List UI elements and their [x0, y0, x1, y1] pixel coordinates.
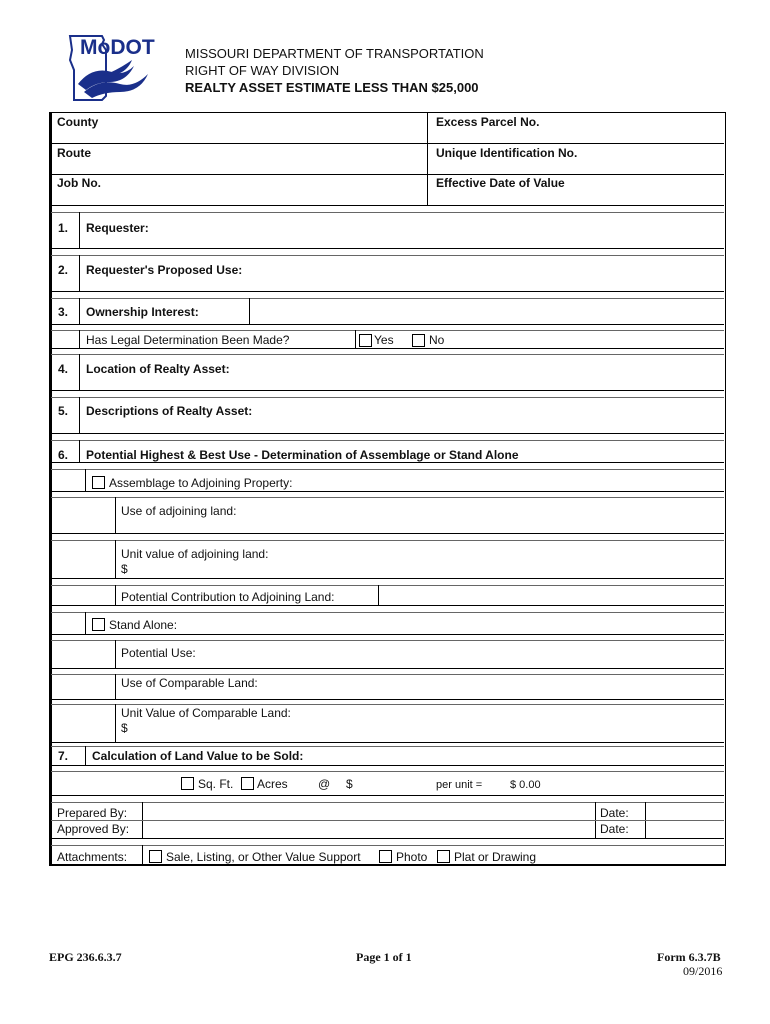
excess-parcel-label: Excess Parcel No.	[436, 115, 540, 129]
county-label: County	[57, 115, 99, 129]
attachments-divider	[142, 845, 143, 864]
no-label: No	[429, 333, 445, 347]
per-unit-label: per unit =	[436, 779, 483, 791]
indent-divider	[115, 704, 116, 742]
row-divider	[51, 795, 724, 796]
location-label: Location of Realty Asset:	[86, 362, 230, 376]
plat-drawing-checkbox[interactable]	[437, 850, 450, 863]
num-col-divider	[79, 440, 80, 462]
footer-revision-date: 09/2016	[683, 964, 723, 978]
division-name: RIGHT OF WAY DIVISION	[185, 63, 340, 78]
unique-id-label: Unique Identification No.	[436, 146, 578, 160]
photo-label: Photo	[396, 850, 428, 864]
top-fields-divider	[427, 112, 428, 206]
row-divider	[51, 802, 724, 803]
stand-alone-label: Stand Alone:	[109, 618, 178, 632]
num-col-divider	[79, 354, 80, 390]
unit-value-adjoining-label: Unit value of adjoining land:	[121, 547, 269, 561]
acres-checkbox[interactable]	[241, 777, 254, 790]
indent-divider	[115, 674, 116, 699]
row-divider	[51, 674, 724, 675]
row-divider	[51, 255, 724, 256]
row-divider	[51, 765, 724, 766]
row-divider	[51, 497, 724, 498]
row-divider	[51, 820, 724, 821]
assemblage-label: Assemblage to Adjoining Property:	[109, 476, 293, 490]
assemblage-checkbox[interactable]	[92, 476, 105, 489]
num-col-divider	[79, 212, 80, 248]
row-divider	[51, 704, 724, 705]
field-divider	[355, 330, 356, 348]
yes-label: Yes	[374, 333, 394, 347]
row-divider	[51, 533, 724, 534]
row-divider	[51, 469, 724, 470]
row-divider	[51, 440, 724, 441]
field-divider	[378, 585, 379, 605]
ownership-interest-label: Ownership Interest:	[86, 305, 199, 319]
footer-page-number: Page 1 of 1	[356, 950, 412, 964]
row-divider	[51, 771, 724, 772]
plat-drawing-label: Plat or Drawing	[454, 850, 537, 864]
row-divider	[51, 699, 724, 700]
indent-divider	[115, 585, 116, 605]
row-divider	[51, 348, 724, 349]
row-divider	[51, 397, 724, 398]
section-4-number: 4.	[58, 362, 69, 376]
logo-text: MoDOT	[80, 36, 155, 59]
row-divider	[51, 838, 724, 839]
highest-best-use-label: Potential Highest & Best Use - Determination of Assemblage or Stand Alone	[86, 448, 519, 462]
row-divider	[51, 433, 724, 434]
value-support-checkbox[interactable]	[149, 850, 162, 863]
stand-alone-checkbox[interactable]	[92, 618, 105, 631]
row-divider	[51, 248, 724, 249]
section-2-number: 2.	[58, 263, 69, 277]
prepared-by-label: Prepared By:	[57, 806, 128, 820]
num-col-divider	[79, 330, 80, 348]
yes-checkbox[interactable]	[359, 334, 372, 347]
photo-checkbox[interactable]	[379, 850, 392, 863]
unit-value-adjoining-currency: $	[121, 562, 128, 576]
section-5-number: 5.	[58, 404, 69, 418]
indent-divider	[85, 612, 86, 634]
requester-label: Requester:	[86, 221, 149, 235]
modot-logo	[62, 30, 162, 102]
row-divider	[51, 578, 724, 579]
row-divider	[51, 585, 724, 586]
section-1-number: 1.	[58, 221, 69, 235]
row-divider	[51, 143, 724, 144]
attachments-label: Attachments:	[57, 850, 128, 864]
value-support-label: Sale, Listing, or Other Value Support	[166, 850, 361, 864]
num-col-divider	[79, 255, 80, 291]
footer-epg-reference: EPG 236.6.3.7	[49, 950, 122, 964]
effective-date-label: Effective Date of Value	[436, 176, 565, 190]
form-shadow-bottom	[49, 864, 726, 866]
row-divider	[51, 746, 724, 747]
ownership-field-divider	[249, 298, 250, 324]
num-col-divider	[79, 298, 80, 324]
row-divider	[51, 668, 724, 669]
row-divider	[51, 330, 724, 331]
descriptions-label: Descriptions of Realty Asset:	[86, 404, 253, 418]
calculation-label: Calculation of Land Value to be Sold:	[92, 749, 304, 763]
row-divider	[51, 291, 724, 292]
use-adjoining-label: Use of adjoining land:	[121, 504, 237, 518]
row-divider	[51, 605, 724, 606]
at-symbol: @	[318, 777, 331, 791]
indent-divider	[115, 640, 116, 668]
row-divider	[51, 640, 724, 641]
legal-determination-question: Has Legal Determination Been Made?	[86, 333, 290, 347]
unit-value-comparable-label: Unit Value of Comparable Land:	[121, 706, 291, 720]
form-shadow-left	[49, 112, 51, 866]
agency-name: MISSOURI DEPARTMENT OF TRANSPORTATION	[185, 46, 484, 61]
indent-divider	[115, 497, 116, 533]
row-divider	[51, 462, 724, 463]
job-no-label: Job No.	[57, 176, 101, 190]
row-divider	[51, 845, 724, 846]
num-col-divider	[79, 397, 80, 433]
row-divider	[51, 612, 724, 613]
row-divider	[51, 354, 724, 355]
approved-date-label: Date:	[600, 822, 629, 836]
acres-label: Acres	[257, 777, 288, 791]
row-divider	[51, 324, 724, 325]
row-divider	[51, 491, 724, 492]
form-title: REALTY ASSET ESTIMATE LESS THAN $25,000	[185, 80, 479, 95]
price-currency: $	[346, 777, 353, 791]
total-value: $ 0.00	[510, 779, 541, 791]
row-divider	[51, 205, 724, 206]
footer-form-number: Form 6.3.7B	[657, 950, 721, 964]
use-comparable-label: Use of Comparable Land:	[121, 676, 258, 690]
unit-value-comparable-currency: $	[121, 721, 128, 735]
approved-by-label: Approved By:	[57, 822, 130, 836]
row-divider	[51, 298, 724, 299]
indent-divider	[115, 540, 116, 578]
no-checkbox[interactable]	[412, 334, 425, 347]
proposed-use-label: Requester's Proposed Use:	[86, 263, 243, 277]
sqft-checkbox[interactable]	[181, 777, 194, 790]
row-divider	[51, 742, 724, 743]
potential-contribution-label: Potential Contribution to Adjoining Land:	[121, 590, 335, 604]
row-divider	[51, 540, 724, 541]
section-7-number: 7.	[58, 749, 69, 763]
row-divider	[51, 174, 724, 175]
section-6-number: 6.	[58, 448, 69, 462]
num-col-divider	[85, 746, 86, 765]
potential-use-label: Potential Use:	[121, 646, 196, 660]
indent-divider	[85, 469, 86, 491]
route-label: Route	[57, 146, 91, 160]
row-divider	[51, 390, 724, 391]
sqft-label: Sq. Ft.	[198, 777, 234, 791]
row-divider	[51, 212, 724, 213]
row-divider	[51, 634, 724, 635]
section-3-number: 3.	[58, 305, 69, 319]
prepared-date-label: Date:	[600, 806, 629, 820]
